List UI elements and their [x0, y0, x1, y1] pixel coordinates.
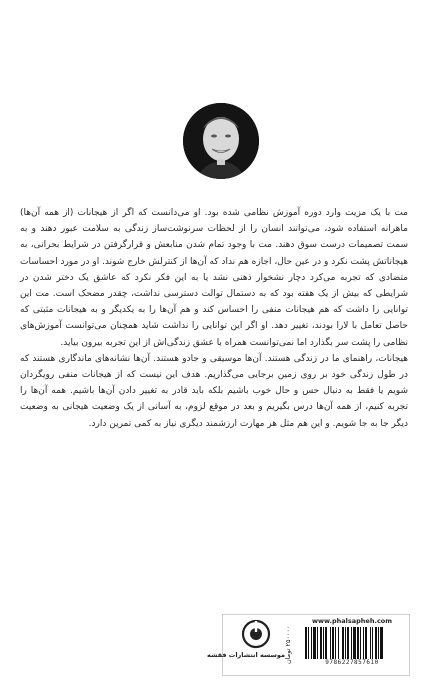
barcode-bar	[313, 627, 316, 659]
barcode-bar	[342, 627, 344, 659]
isbn-barcode-icon	[303, 627, 401, 659]
barcode-bar	[311, 627, 312, 659]
barcode-bar	[380, 627, 383, 659]
publisher-barcode-panel	[207, 614, 410, 676]
barcode-bar	[353, 627, 356, 659]
barcode-bar	[330, 627, 331, 659]
author-photo	[183, 103, 259, 179]
barcode-bar	[351, 627, 352, 659]
barcode-bar	[363, 627, 364, 659]
barcode-bar	[332, 627, 334, 659]
barcode-bar	[305, 627, 307, 659]
barcode-bar	[317, 627, 318, 659]
barcode-bar	[320, 627, 322, 659]
barcode-bar	[347, 627, 349, 659]
barcode-bar	[308, 627, 309, 659]
barcode-bar	[375, 627, 377, 659]
publisher-logo-icon	[241, 619, 271, 649]
publisher-website: www.phalsapheh.com	[311, 617, 393, 625]
barcode-bar	[360, 627, 361, 659]
barcode-bar	[345, 627, 346, 659]
back-cover-blurb	[20, 205, 408, 432]
barcode-bar	[357, 627, 359, 659]
barcode-bar	[323, 627, 324, 659]
barcode-bar	[365, 627, 367, 659]
isbn-number: 9786227857610	[325, 659, 379, 666]
barcode-bar	[335, 627, 336, 659]
blurb-paragraph-2: هیجانات، راهنمای ما در زندگی هستند. آن‌ها موسیقی و جادو هستند. آن‌ها نشانه‌های ماندگاری هستند که در طول زندگی خود بر روی زمین برجایی می‌گذاریم. هدف این نیست که از هیجانات منفی رویگردان شویم یا فقط به دنبال حس و حال خوب باشیم بلکه باید قادر به تغییر دادن آن‌ها باشیم. همه آن‌ها را تجربه کنیم، از همه آن‌ها درس بگیریم و بعد در موقع لزوم، به آسانی از یک وضعیت هیجانی به وضعیت دیگر جا به جا شویم. و این هم مثل هر مهارت ارزشمند دیگری نیاز به کمی تمرین دارد.	[20, 353, 408, 429]
barcode-bar	[338, 627, 339, 659]
author-portrait-icon	[183, 103, 259, 179]
barcode-bar	[325, 627, 327, 659]
barcode-bar	[372, 627, 373, 659]
barcode-bar	[378, 627, 379, 659]
price-label: ۲۵۰۰۰۰ تومان	[284, 625, 292, 665]
publisher-name: موسسه انتشارات فقشه	[207, 651, 285, 659]
blurb-paragraph-1: مت با یک مزیت وارد دوره آموزش نظامی شده بود. او می‌دانست که اگر از هیجانات (از همه آن‌ها) ماهرانه استفاده شود، می‌توانند انسان را از لحظات سرنوشت‌ساز زندگی به سلامت عبور دهند و به سمت تصمیمات درست سوق دهند. مت با وجود تمام شدن منابعش و قرارگرفتن در شرایط بحرانی، به هیجاناتش پشت نکرد و در عین حال، اجازه هم نداد که آن‌ها از کنترلش خارج شوند. او در مورد احساسات متضادی که تجربه می‌کرد دچار نشخوار ذهنی نشد یا به این فکر نکرد که عاشق یک دختر شدن در شرایطی که بیش از یک هفته بود که به دستمال توالت دسترسی نداشت، چقدر مضحک است. مت این توانایی را داشت که هم هیجانات منفی را احساس کند و هم آن‌ها را به یکدیگر و به هیجانات مثبتی که حاصل تعامل با لارا بودند، تغییر دهد. او اگر این توانایی را نداشت شاید همچنان می‌توانست آموزش‌های نظامی را پشت سر بگذارد اما نمی‌توانست همراه با عشق زندگی‌اش از این تجربه بیرون بیاید.	[20, 208, 408, 348]
publisher-logo-block	[207, 619, 285, 671]
barcode-bar	[370, 627, 371, 659]
barcode-block	[299, 617, 405, 673]
